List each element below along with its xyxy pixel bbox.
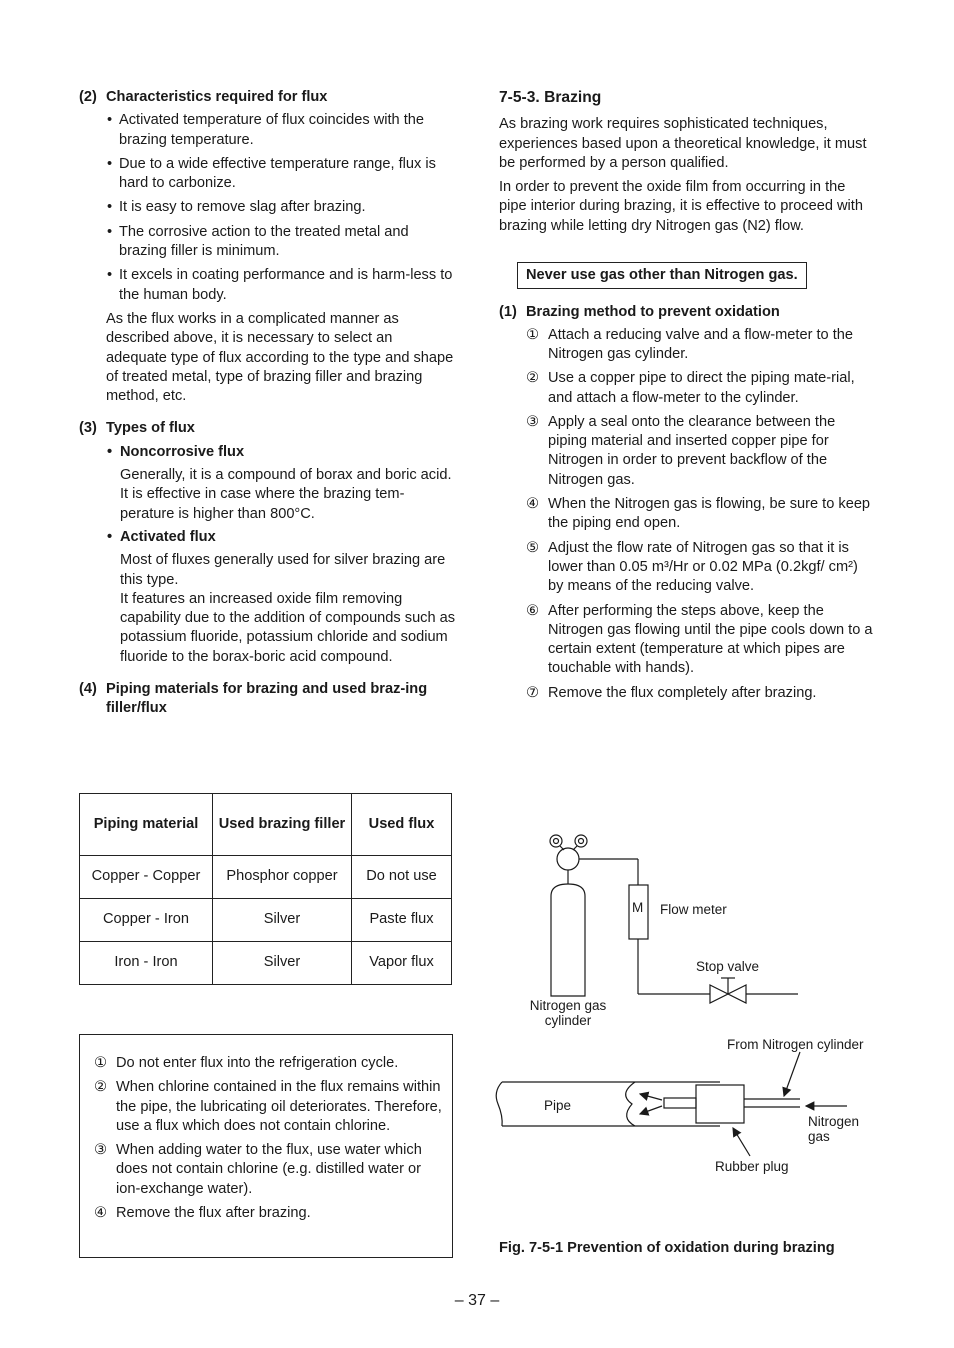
step-marker: ④	[526, 496, 540, 513]
step-marker: ⑤	[526, 539, 540, 556]
table-cell: Phosphor copper	[213, 856, 352, 899]
section-4-title: Piping materials for brazing and used braz-ing filler/flux	[106, 681, 428, 717]
item-marker: ①	[94, 1055, 108, 1071]
list-item: • Due to a wide effective temperature range, flux is hard to carbonize.	[106, 155, 457, 194]
nitrogen-gas-label-line-1: Nitrogen	[808, 1114, 860, 1129]
list-item: • Activated temperature of flux coincides with the brazing temperature.	[106, 111, 457, 150]
list-item	[526, 495, 873, 534]
brazing-method-title: Brazing method to prevent oxidation	[526, 304, 780, 321]
brazing-materials-table	[79, 793, 452, 985]
step-marker: ⑦	[526, 684, 540, 701]
brazing-steps-list	[526, 326, 873, 703]
header-used-flux: Used flux	[352, 794, 452, 856]
section-title: 7-5-3. Brazing	[499, 89, 602, 106]
cylinder-label-line-2: cylinder	[544, 1013, 592, 1028]
rubber-plug-icon	[696, 1085, 744, 1123]
list-item: • It excels in coating performance and is harm-less to the human body.	[106, 266, 457, 305]
item-text: Do not enter flux into the refrigeration cycle.	[116, 1055, 399, 1071]
list-item	[526, 684, 873, 703]
section-2-number: (2)	[79, 89, 97, 105]
left-column	[79, 88, 457, 719]
reducing-valve-icon	[557, 848, 579, 870]
step-marker: ③	[526, 413, 540, 430]
m-label: M	[632, 900, 644, 915]
section-4-number: (4)	[79, 681, 97, 698]
step-text: Apply a seal onto the clearance between the piping material and inserted copper pipe for Nitrogen in order to prevent backflow of the Nitrogen gas.	[548, 413, 836, 488]
brazing-method-number: (1)	[499, 304, 517, 321]
table-row	[80, 856, 452, 899]
brazing-intro-paragraph: As brazing work requires sophisticated techniques, experiences based upon a theoretical knowledge, it must be performed by a person qualified.	[499, 116, 867, 171]
figure-caption: Fig. 7-5-1 Prevention of oxidation during brazing	[499, 1240, 835, 1256]
caution-list	[94, 1054, 442, 1223]
table-cell: Copper - Copper	[80, 856, 213, 899]
step-text: Use a copper pipe to direct the piping mate-rial, and attach a flow-meter to the cylinder.	[548, 370, 855, 406]
list-item	[526, 369, 873, 408]
cylinder-label-line-1: Nitrogen gas	[529, 998, 607, 1013]
nitrogen-cylinder-icon	[551, 884, 585, 996]
item-text: When chlorine contained in the flux remains within the pipe, the lubricating oil deteriorates. Therefore, use a flux which does not contain chlorine.	[116, 1079, 442, 1134]
table-row	[80, 942, 452, 985]
step-text: After performing the steps above, keep the Nitrogen gas flowing until the pipe cools down to a certain extent (temperature at which pipes are touchable with hands).	[548, 602, 873, 677]
step-marker: ②	[526, 370, 540, 387]
table-cell: Vapor flux	[352, 942, 452, 985]
table-row	[80, 899, 452, 942]
pressure-gauge-left-icon	[550, 835, 562, 847]
section-3-title: Types of flux	[106, 420, 195, 437]
pipe-label: Pipe	[544, 1098, 572, 1113]
list-item	[526, 413, 873, 490]
item-text: When adding water to the flux, use water which does not contain chlorine (e.g. distilled water or ion-exchange water).	[116, 1142, 422, 1197]
from-cylinder-label: From Nitrogen cylinder	[727, 1037, 864, 1052]
page-number: – 37 –	[454, 1292, 500, 1309]
list-item: • It is easy to remove slag after brazing.	[106, 198, 457, 217]
item-text: Remove the flux after brazing.	[116, 1205, 311, 1222]
table-cell: Copper - Iron	[80, 899, 213, 942]
list-item	[526, 539, 873, 597]
list-item: • The corrosive action to the treated metal and brazing filler is minimum.	[106, 223, 457, 262]
nitrogen-warning-notice: Never use gas other than Nitrogen gas.	[517, 262, 807, 289]
stop-valve-label: Stop valve	[696, 959, 760, 974]
flow-meter-label: Flow meter	[660, 902, 727, 917]
step-text: Remove the flux completely after brazing.	[548, 684, 817, 701]
item-marker: ④	[94, 1205, 108, 1222]
noncorrosive-flux-text-2: It is effective in case where the brazing tem-perature is higher than 800°C.	[120, 486, 405, 522]
list-item	[94, 1078, 442, 1136]
right-column	[499, 88, 873, 708]
header-piping-material: Piping material	[80, 794, 213, 856]
table-cell: Silver	[213, 942, 352, 985]
section-3-number: (3)	[79, 420, 97, 437]
list-item	[526, 326, 873, 365]
oxide-prevention-paragraph: In order to prevent the oxide film from occurring in the pipe interior during brazing, it is effective to proceed with brazing while letting dry Nitrogen gas (N2) flow.	[499, 179, 863, 234]
table-cell: Silver	[213, 899, 352, 942]
step-text: When the Nitrogen gas is flowing, be sure to keep the piping end open.	[548, 496, 871, 532]
table-cell: Iron - Iron	[80, 942, 213, 985]
flux-paragraph: As the flux works in a complicated manner as described above, it is necessary to select an adequate type of flux according to the type and shape of treated metal, type of brazing filler and brazing method, etc.	[106, 310, 454, 405]
section-2-title: Characteristics required for flux	[106, 89, 328, 105]
caution-box	[79, 1034, 453, 1258]
activated-flux-text-2: It features an increased oxide film removing capability due to the addition of compounds such as potassium fluoride, potassium chloride and sodium fluoride to the borax-boric acid compound.	[120, 590, 456, 665]
section-3-heading	[79, 419, 457, 438]
table-cell: Do not use	[352, 856, 452, 899]
list-item	[94, 1141, 442, 1199]
oxidation-prevention-diagram	[490, 826, 890, 1186]
nitrogen-gas-label-line-2: gas	[808, 1129, 830, 1144]
flux-characteristics-list	[106, 111, 457, 305]
section-2-heading	[79, 88, 457, 107]
copper-tube-icon	[664, 1098, 696, 1108]
item-marker: ③	[94, 1142, 108, 1159]
table-cell: Paste flux	[352, 899, 452, 942]
table-header-row	[80, 794, 452, 856]
list-item	[94, 1204, 442, 1223]
rubber-plug-label: Rubber plug	[715, 1159, 789, 1174]
noncorrosive-flux-title: • Noncorrosive flux	[106, 443, 457, 462]
noncorrosive-flux-text-1: Generally, it is a compound of borax and boric acid.	[120, 467, 452, 484]
activated-flux-text-1: Most of fluxes generally used for silver brazing are this type.	[120, 552, 446, 588]
header-brazing-filler: Used brazing filler	[213, 794, 352, 856]
item-marker: ②	[94, 1079, 108, 1096]
step-marker: ⑥	[526, 602, 540, 619]
brazing-method-heading	[499, 303, 873, 322]
list-item	[526, 602, 873, 679]
list-item	[94, 1054, 442, 1073]
activated-flux-title: • Activated flux	[106, 528, 457, 547]
stop-valve-icon	[710, 985, 728, 1003]
step-marker: ①	[526, 326, 540, 343]
pressure-gauge-right-icon	[575, 835, 587, 847]
step-text: Adjust the flow rate of Nitrogen gas so that it is lower than 0.05 m³/Hr or 0.02 MPa (0.2kgf/ cm²) by means of the reducing valve.	[548, 539, 858, 595]
step-text: Attach a reducing valve and a flow-meter to the Nitrogen gas cylinder.	[548, 326, 854, 362]
section-4-heading	[79, 680, 457, 719]
